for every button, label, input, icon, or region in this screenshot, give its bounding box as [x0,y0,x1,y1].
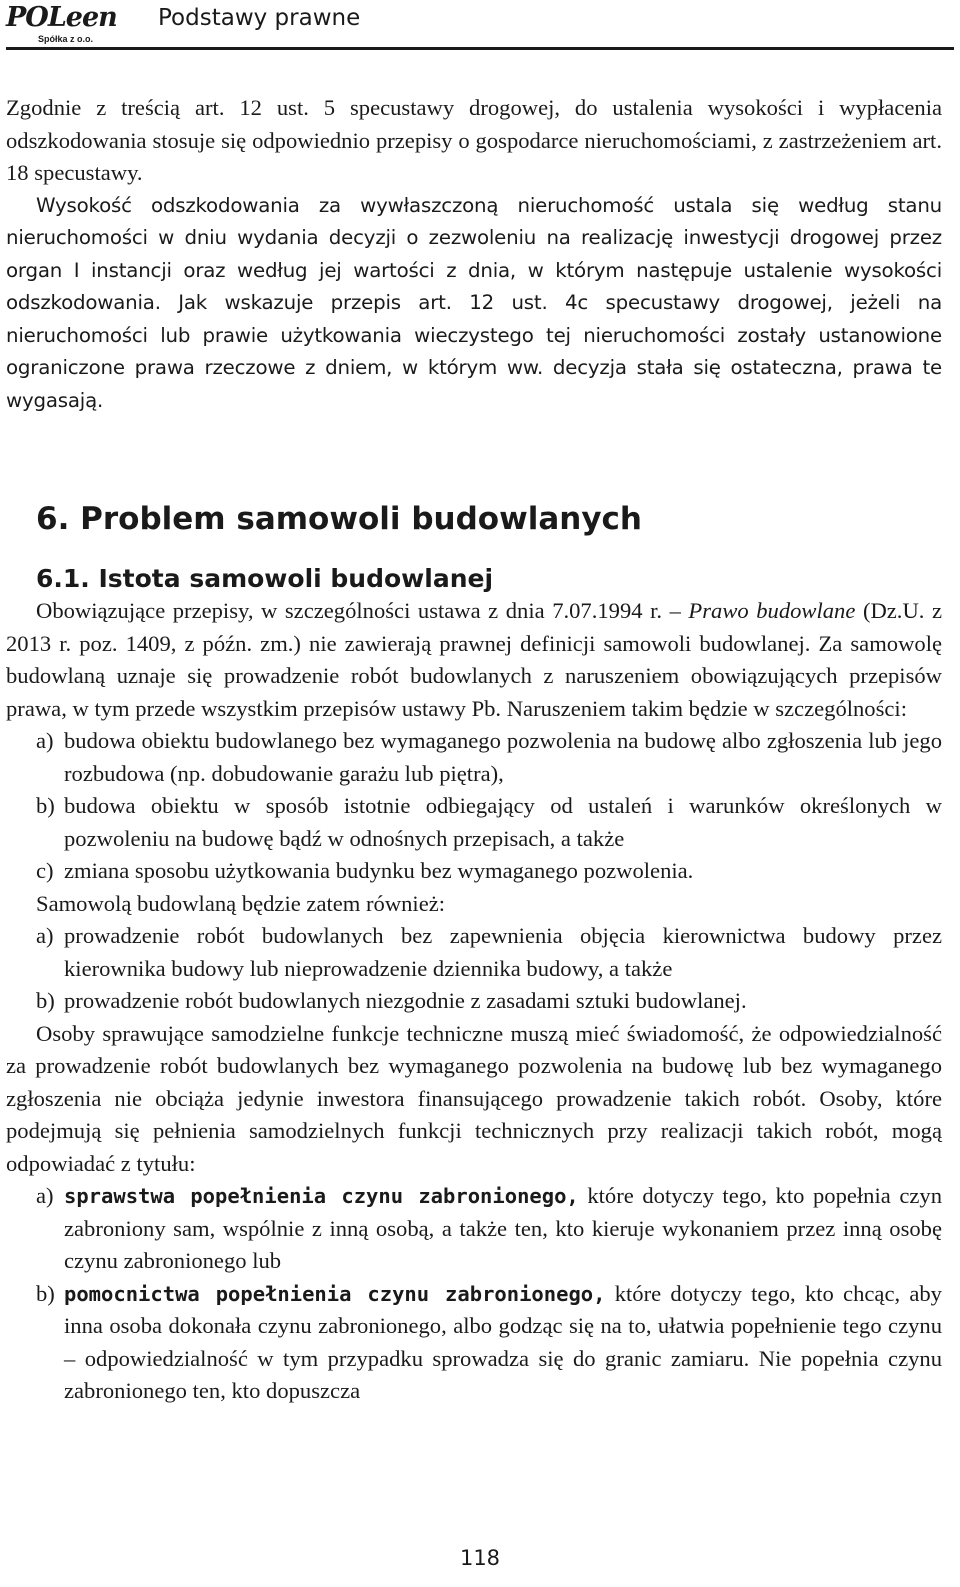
logo-subtext: Spółka z o.o. [38,34,94,44]
list-item [6,985,942,1018]
list-label: b) [36,793,55,818]
company-logo [6,2,117,48]
list-item [6,790,942,855]
logo-text: POLeen [6,2,117,33]
list-item [6,920,942,985]
list-item [6,725,942,790]
list-text: prowadzenie robót budowlanych bez zapewnienia objęcia kierownictwa budowy przez kierownika budowy lub nieprowadzenie dziennika budowy, a także [64,923,942,981]
act-title: Prawo budowlane [688,598,856,623]
list-item [6,855,942,888]
list-text: budowa obiektu w sposób istotnie odbiegający od ustaleń i warunków określonych w pozwoleniu na budowę bądź w odnośnych przepisach, a także [64,793,942,851]
page-number: 118 [459,1546,501,1570]
list-label: a) [36,728,54,753]
section-heading-6: 6. Problem samowoli budowlanych [36,501,642,537]
paragraph-also: Samowolą budowlaną będzie zatem również: [36,890,446,916]
paragraph-art12: Zgodnie z treścią art. 12 ust. 5 specustawy drogowej, do ustalenia wysokości i wypłacenia odszkodowania stosuje się odpowiednio przepisy o gospodarce nieruchomościami, z zastrzeżeniem art. 18 specustawy. [6,95,942,185]
list-text: które dotyczy tego, kto popełnia czyn zabroniony sam, wspólnie z inną osobą, a także ten, kto kieruje wykonaniem przez inną osobę czynu zabronionego lub [64,1183,942,1273]
list-label: b) [36,988,55,1013]
list-item [6,1180,942,1278]
definition-text-2: (Dz.U. z 2013 r. poz. 1409, z późn. zm.) nie zawierają prawnej definicji samowoli budowlanej. Za samowolę budowlaną uznaje się prowadzenie robót budowlanych z naruszeniem obowiązujących przepisów prawa, w tym przede wszystkim przepisów ustawy Pb. Naruszeniem takim będzie w szczególności: [6,598,942,721]
list-text: budowa obiektu budowlanego bez wymaganego pozwolenia na budowę albo zgłoszenia lub jego rozbudowa (np. dobudowanie garażu lub piętra), [64,728,942,786]
section-heading-6-1: 6.1. Istota samowoli budowlanej [36,564,494,593]
header-title: Podstawy prawne [158,5,361,31]
list-bold-term: pomocnictwa popełnienia czynu zabronionego, [64,1281,606,1306]
definition-text-1: Obowiązujące przepisy, w szczególności ustawa z dnia 7.07.1994 r. – [36,598,681,623]
page-content [6,92,942,1408]
list-label: b) [36,1280,55,1306]
header-divider [6,47,954,50]
page-header [6,0,954,52]
paragraph-responsibility: Osoby sprawujące samodzielne funkcje techniczne muszą mieć świadomość, że odpowiedzialność za prowadzenie robót budowlanych bez wymaganego pozwolenia na budowę lub bez wymaganego zgłoszenia nie obciąża jedynie inwestora finansującego prowadzenie takich robót. Osoby, które podejmują się pełnienia samodzielnych funkcji technicznych przy realizacji takich robót, mogą odpowiadać z tytułu: [6,1020,942,1176]
list-bold-term: sprawstwa popełnienia czynu zabronionego, [64,1184,579,1208]
list-label: a) [36,1183,54,1208]
list-text: prowadzenie robót budowlanych niezgodnie z zasadami sztuki budowlanej. [64,988,747,1013]
list-text: zmiana sposobu użytkowania budynku bez wymaganego pozwolenia. [64,858,694,883]
paragraph-compensation: Wysokość odszkodowania za wywłaszczoną nieruchomość ustala się według stanu nieruchomości w dniu wydania decyzji o zezwoleniu na realizację inwestycji drogowej przez organ I instancji oraz według jej wartości z dnia, w którym następuje ustalenie wysokości odszkodowania. Jak wskazuje przepis art. 12 ust. 4c specustawy drogowej, jeżeli na nieruchomości lub prawie użytkowania wieczystego tej nieruchomości zostały ustanowione ograniczone prawa rzeczowe z dniem, w którym ww. decyzja stała się ostateczna, prawa te wygasają. [6,193,942,412]
paragraph-definition [6,595,942,725]
list-label: c) [36,858,54,883]
list-item [6,1278,942,1408]
list-label: a) [36,923,54,948]
list-text: które dotyczy tego, kto chcąc, aby inna osoba dokonała czynu zabronionego, albo godząc się na to, ułatwia popełnienie tego czynu – odpowiedzialność w tym przypadku sprowadza się do granic zamiaru. Nie popełnia czynu zabronionego ten, kto dopuszcza [64,1280,942,1403]
